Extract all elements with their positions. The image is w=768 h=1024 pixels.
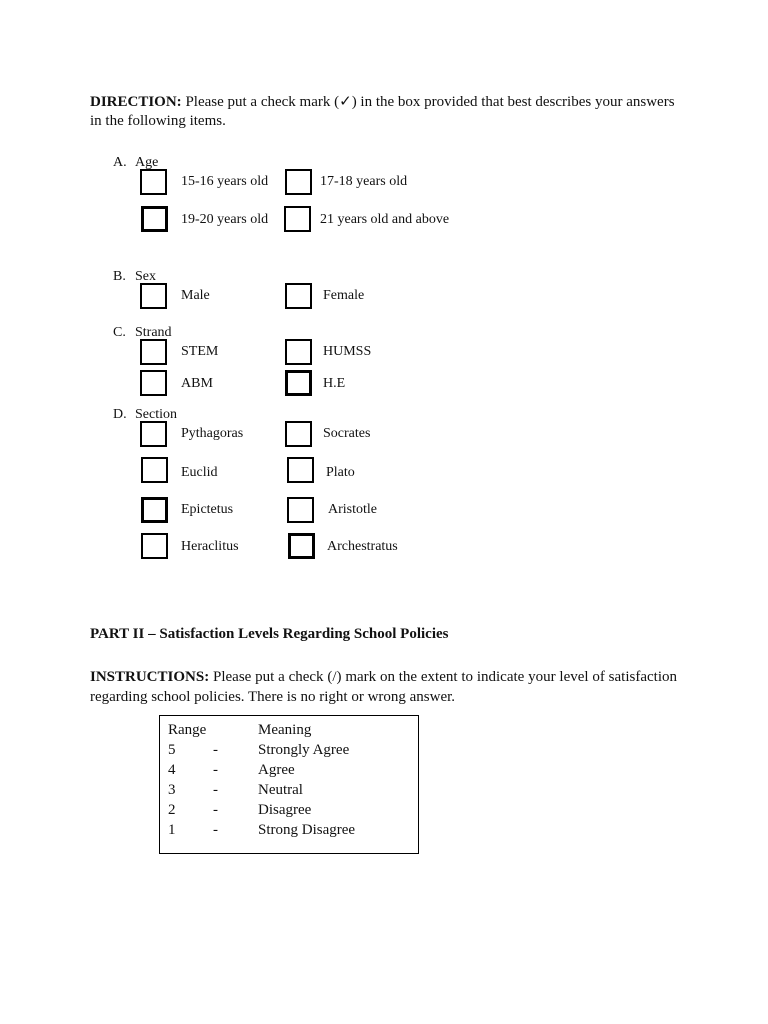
option-label: Pythagoras — [181, 426, 244, 441]
section-title: Age — [135, 155, 159, 170]
section-title: Strand — [135, 325, 172, 340]
legend-value: 5 — [168, 742, 176, 758]
option-label: Euclid — [181, 465, 218, 480]
instructions-label: INSTRUCTIONS: — [90, 669, 210, 685]
checkbox-section-pythagoras[interactable] — [140, 421, 167, 447]
checkbox-strand-stem[interactable] — [140, 339, 167, 365]
option-label: STEM — [181, 344, 219, 359]
instructions-text: Please put a check (/) mark on the extent to indicate your level of satisfaction regarding school policies. There is no right or wrong answer. — [90, 669, 677, 705]
checkbox-section-epictetus[interactable] — [141, 497, 168, 523]
legend-meaning: Strongly Agree — [258, 742, 350, 758]
section-title: Section — [135, 407, 177, 422]
section-letter: D. — [113, 407, 127, 422]
option-label: H.E — [323, 376, 346, 391]
legend-dash: - — [213, 822, 218, 838]
option-label: Archestratus — [327, 539, 398, 554]
legend-value: 2 — [168, 802, 176, 818]
part2-heading: PART II – Satisfaction Levels Regarding School Policies — [90, 626, 449, 642]
legend-meaning: Strong Disagree — [258, 822, 356, 838]
section-title: Sex — [135, 269, 156, 284]
option-label: ABM — [181, 376, 213, 391]
option-label: 15-16 years old — [181, 174, 269, 189]
checkbox-section-socrates[interactable] — [285, 421, 312, 447]
option-label: Heraclitus — [181, 539, 239, 554]
option-label: 21 years old and above — [320, 212, 450, 227]
checkbox-section-plato[interactable] — [287, 457, 314, 483]
legend-row — [168, 820, 408, 840]
legend-row — [168, 780, 408, 800]
direction-text: Please put a check mark (✓) in the box provided that best describes your answers in the following items. — [90, 94, 675, 129]
section-letter: B. — [113, 269, 126, 284]
legend-dash: - — [213, 802, 218, 818]
checkbox-section-heraclitus[interactable] — [141, 533, 168, 559]
legend-header-meaning: Meaning — [258, 722, 312, 738]
option-label: Aristotle — [328, 502, 377, 517]
legend-meaning: Disagree — [258, 802, 312, 818]
legend-dash: - — [213, 782, 218, 798]
legend-header-range: Range — [168, 722, 207, 738]
legend-header — [168, 720, 408, 740]
instructions-paragraph — [90, 667, 677, 707]
option-label: Plato — [326, 465, 355, 480]
checkbox-age-21-above[interactable] — [284, 206, 311, 232]
direction-paragraph — [90, 93, 680, 131]
legend-meaning: Neutral — [258, 782, 303, 798]
checkbox-sex-male[interactable] — [140, 283, 167, 309]
checkbox-strand-he[interactable] — [285, 370, 312, 396]
checkbox-section-aristotle[interactable] — [287, 497, 314, 523]
option-label: Female — [323, 288, 365, 303]
legend-row — [168, 800, 408, 820]
direction-label: DIRECTION: — [90, 94, 182, 110]
checkbox-sex-female[interactable] — [285, 283, 312, 309]
option-label: 17-18 years old — [320, 174, 408, 189]
checkbox-strand-humss[interactable] — [285, 339, 312, 365]
option-label: HUMSS — [323, 344, 372, 359]
legend-dash: - — [213, 742, 218, 758]
legend-value: 1 — [168, 822, 176, 838]
checkbox-age-15-16[interactable] — [140, 169, 167, 195]
checkbox-section-euclid[interactable] — [141, 457, 168, 483]
legend-row — [168, 760, 408, 780]
legend-row — [168, 740, 408, 760]
legend-value: 3 — [168, 782, 176, 798]
option-label: Male — [181, 288, 210, 303]
option-label: 19-20 years old — [181, 212, 269, 227]
option-label: Epictetus — [181, 502, 234, 517]
legend-meaning: Agree — [258, 762, 295, 778]
checkbox-section-archestratus[interactable] — [288, 533, 315, 559]
legend-value: 4 — [168, 762, 176, 778]
option-label: Socrates — [323, 426, 371, 441]
checkbox-strand-abm[interactable] — [140, 370, 167, 396]
section-letter: A. — [113, 155, 127, 170]
checkbox-age-19-20[interactable] — [141, 206, 168, 232]
legend-dash: - — [213, 762, 218, 778]
rating-scale-legend — [159, 715, 419, 854]
checkbox-age-17-18[interactable] — [285, 169, 312, 195]
section-letter: C. — [113, 325, 126, 340]
